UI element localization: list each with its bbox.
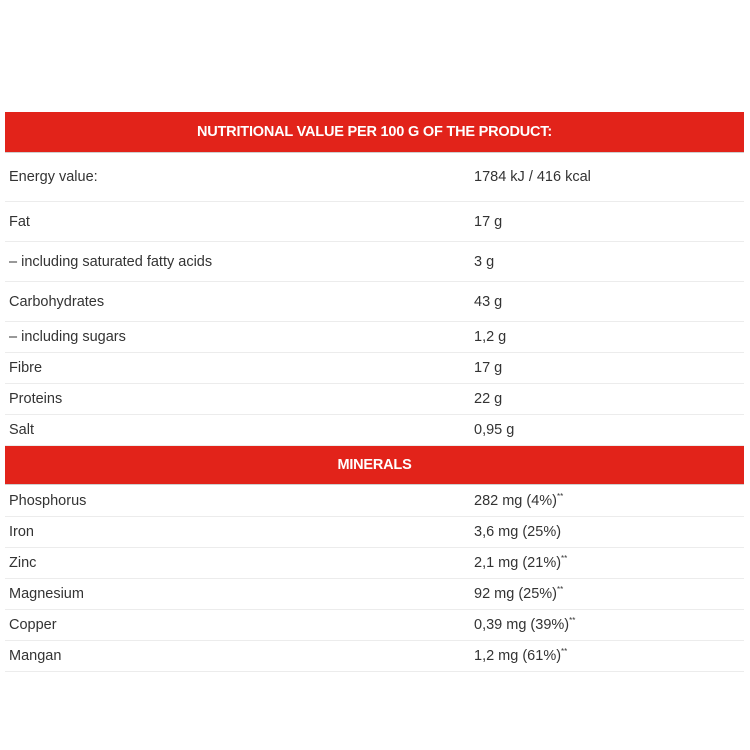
row-label: Phosphorus (9, 492, 87, 509)
footnote-mark: ** (569, 616, 576, 626)
value-text: 3,6 mg (25%) (474, 524, 562, 540)
value-text: 0,39 mg (39%) (474, 617, 570, 633)
footnote-mark: ** (561, 554, 568, 564)
row-value (474, 493, 744, 509)
table-row (5, 579, 744, 610)
row-value (474, 648, 744, 664)
row-value (474, 524, 744, 540)
table-row (5, 641, 744, 672)
value-text: 92 mg (25%) (474, 586, 558, 602)
table-row (5, 485, 744, 517)
row-label: – including sugars (9, 329, 126, 345)
nutrition-header: NUTRITIONAL VALUE PER 100 G OF THE PRODUCT: (5, 112, 744, 153)
row-label: Fat (9, 213, 30, 230)
minerals-header: MINERALS (5, 446, 744, 485)
nutrition-table (5, 112, 744, 672)
row-label: Iron (9, 524, 34, 540)
table-row (5, 415, 744, 446)
table-row (5, 153, 744, 202)
table-row (5, 322, 744, 353)
row-value: 3 g (474, 253, 495, 270)
row-value: 17 g (474, 213, 503, 230)
row-value: 22 g (474, 391, 503, 407)
row-label: Energy value: (9, 169, 98, 185)
table-row (5, 202, 744, 242)
footnote-mark: ** (557, 585, 564, 595)
row-label: – including saturated fatty acids (9, 253, 213, 270)
table-row (5, 517, 744, 548)
value-text: 1,2 mg (61%) (474, 648, 562, 664)
table-row (5, 384, 744, 415)
row-value: 0,95 g (474, 422, 515, 438)
footnote-mark: ** (557, 491, 564, 501)
row-label: Proteins (9, 391, 63, 407)
table-row (5, 242, 744, 282)
row-label: Magnesium (9, 586, 84, 602)
row-value: 43 g (474, 293, 503, 310)
row-label: Carbohydrates (9, 293, 105, 310)
row-label: Fibre (9, 360, 43, 376)
row-value (474, 617, 744, 633)
table-row (5, 353, 744, 384)
row-value (474, 586, 744, 602)
table-row (5, 548, 744, 579)
row-label: Zinc (9, 555, 37, 571)
row-value: 17 g (474, 360, 503, 376)
table-row (5, 282, 744, 322)
value-text: 2,1 mg (21%) (474, 555, 562, 571)
footnote-mark: ** (561, 647, 568, 657)
value-text: 282 mg (4%) (474, 492, 558, 509)
row-label: Mangan (9, 648, 62, 664)
table-row (5, 610, 744, 641)
row-value: 1,2 g (474, 329, 507, 345)
row-label: Copper (9, 617, 57, 633)
row-label: Salt (9, 422, 34, 438)
row-value (474, 555, 744, 571)
row-value: 1784 kJ / 416 kcal (474, 169, 591, 185)
